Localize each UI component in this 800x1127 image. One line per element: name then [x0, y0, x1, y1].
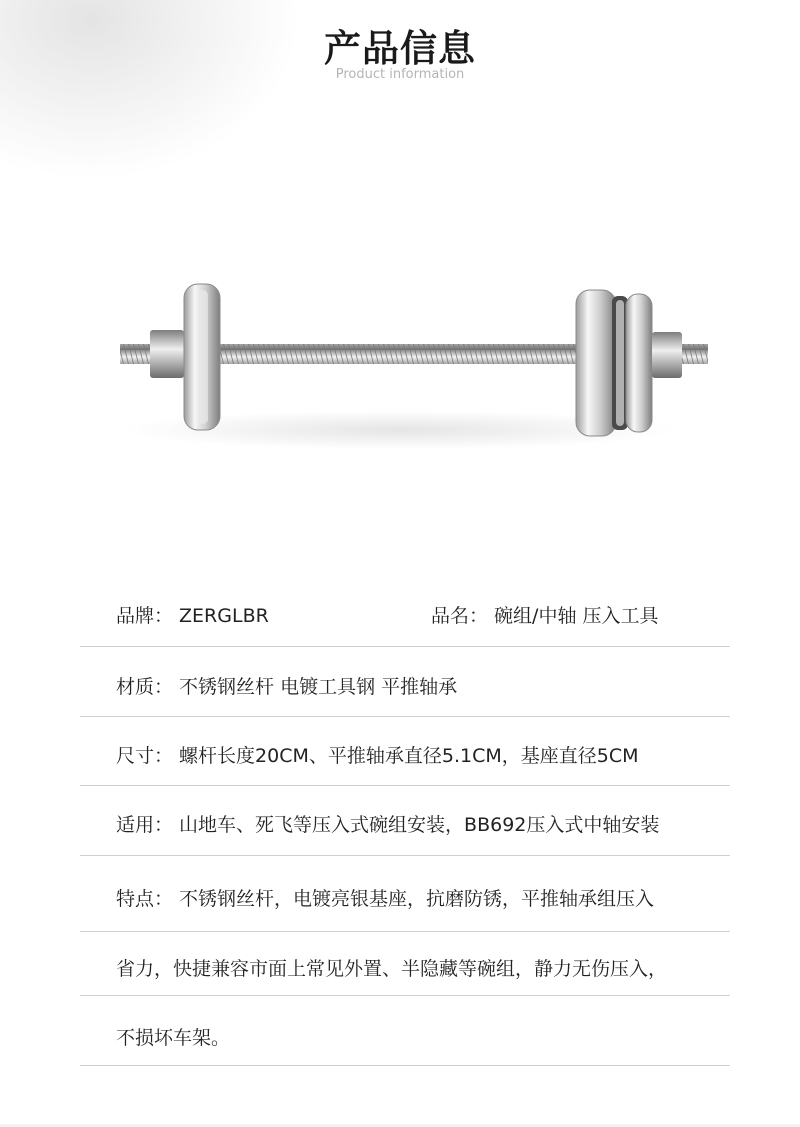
right-disc — [576, 290, 616, 436]
left-nut — [150, 330, 184, 378]
page-title: 产品信息 — [324, 27, 476, 70]
features-end: 不损坏车架。 — [116, 1027, 231, 1049]
spec-row-brand — [80, 578, 730, 647]
size-label: 尺寸： 螺杆长度20CM、平推轴承直径5.1CM，基座直径5CM — [116, 745, 639, 767]
usage-label: 适用： 山地车、死飞等压入式碗组安装，BB692压入式中轴安装 — [116, 814, 660, 836]
product-image — [90, 270, 720, 450]
spec-row-features-end — [80, 996, 730, 1066]
features-continued: 省力，快捷兼容市面上常见外置、半隐藏等碗组，静力无伤压入， — [116, 958, 668, 980]
features-label: 特点： 不锈钢丝杆，电镀亮银基座，抗磨防锈，平推轴承组压入 — [116, 888, 655, 910]
spec-table — [80, 578, 730, 1066]
spec-row-material — [80, 647, 730, 717]
page-subtitle: Product information — [335, 67, 465, 82]
right-nut — [652, 332, 682, 378]
spec-row-usage — [80, 786, 730, 856]
spec-row-features — [80, 856, 730, 932]
spec-row-features-cont — [80, 932, 730, 996]
brand-label: 品牌： ZERGLBR — [116, 605, 269, 627]
product-name-label: 品名： 碗组/中轴 压入工具 — [431, 605, 659, 627]
spec-row-size — [80, 717, 730, 786]
material-label: 材质： 不锈钢丝杆 电镀工具钢 平推轴承 — [116, 676, 458, 698]
